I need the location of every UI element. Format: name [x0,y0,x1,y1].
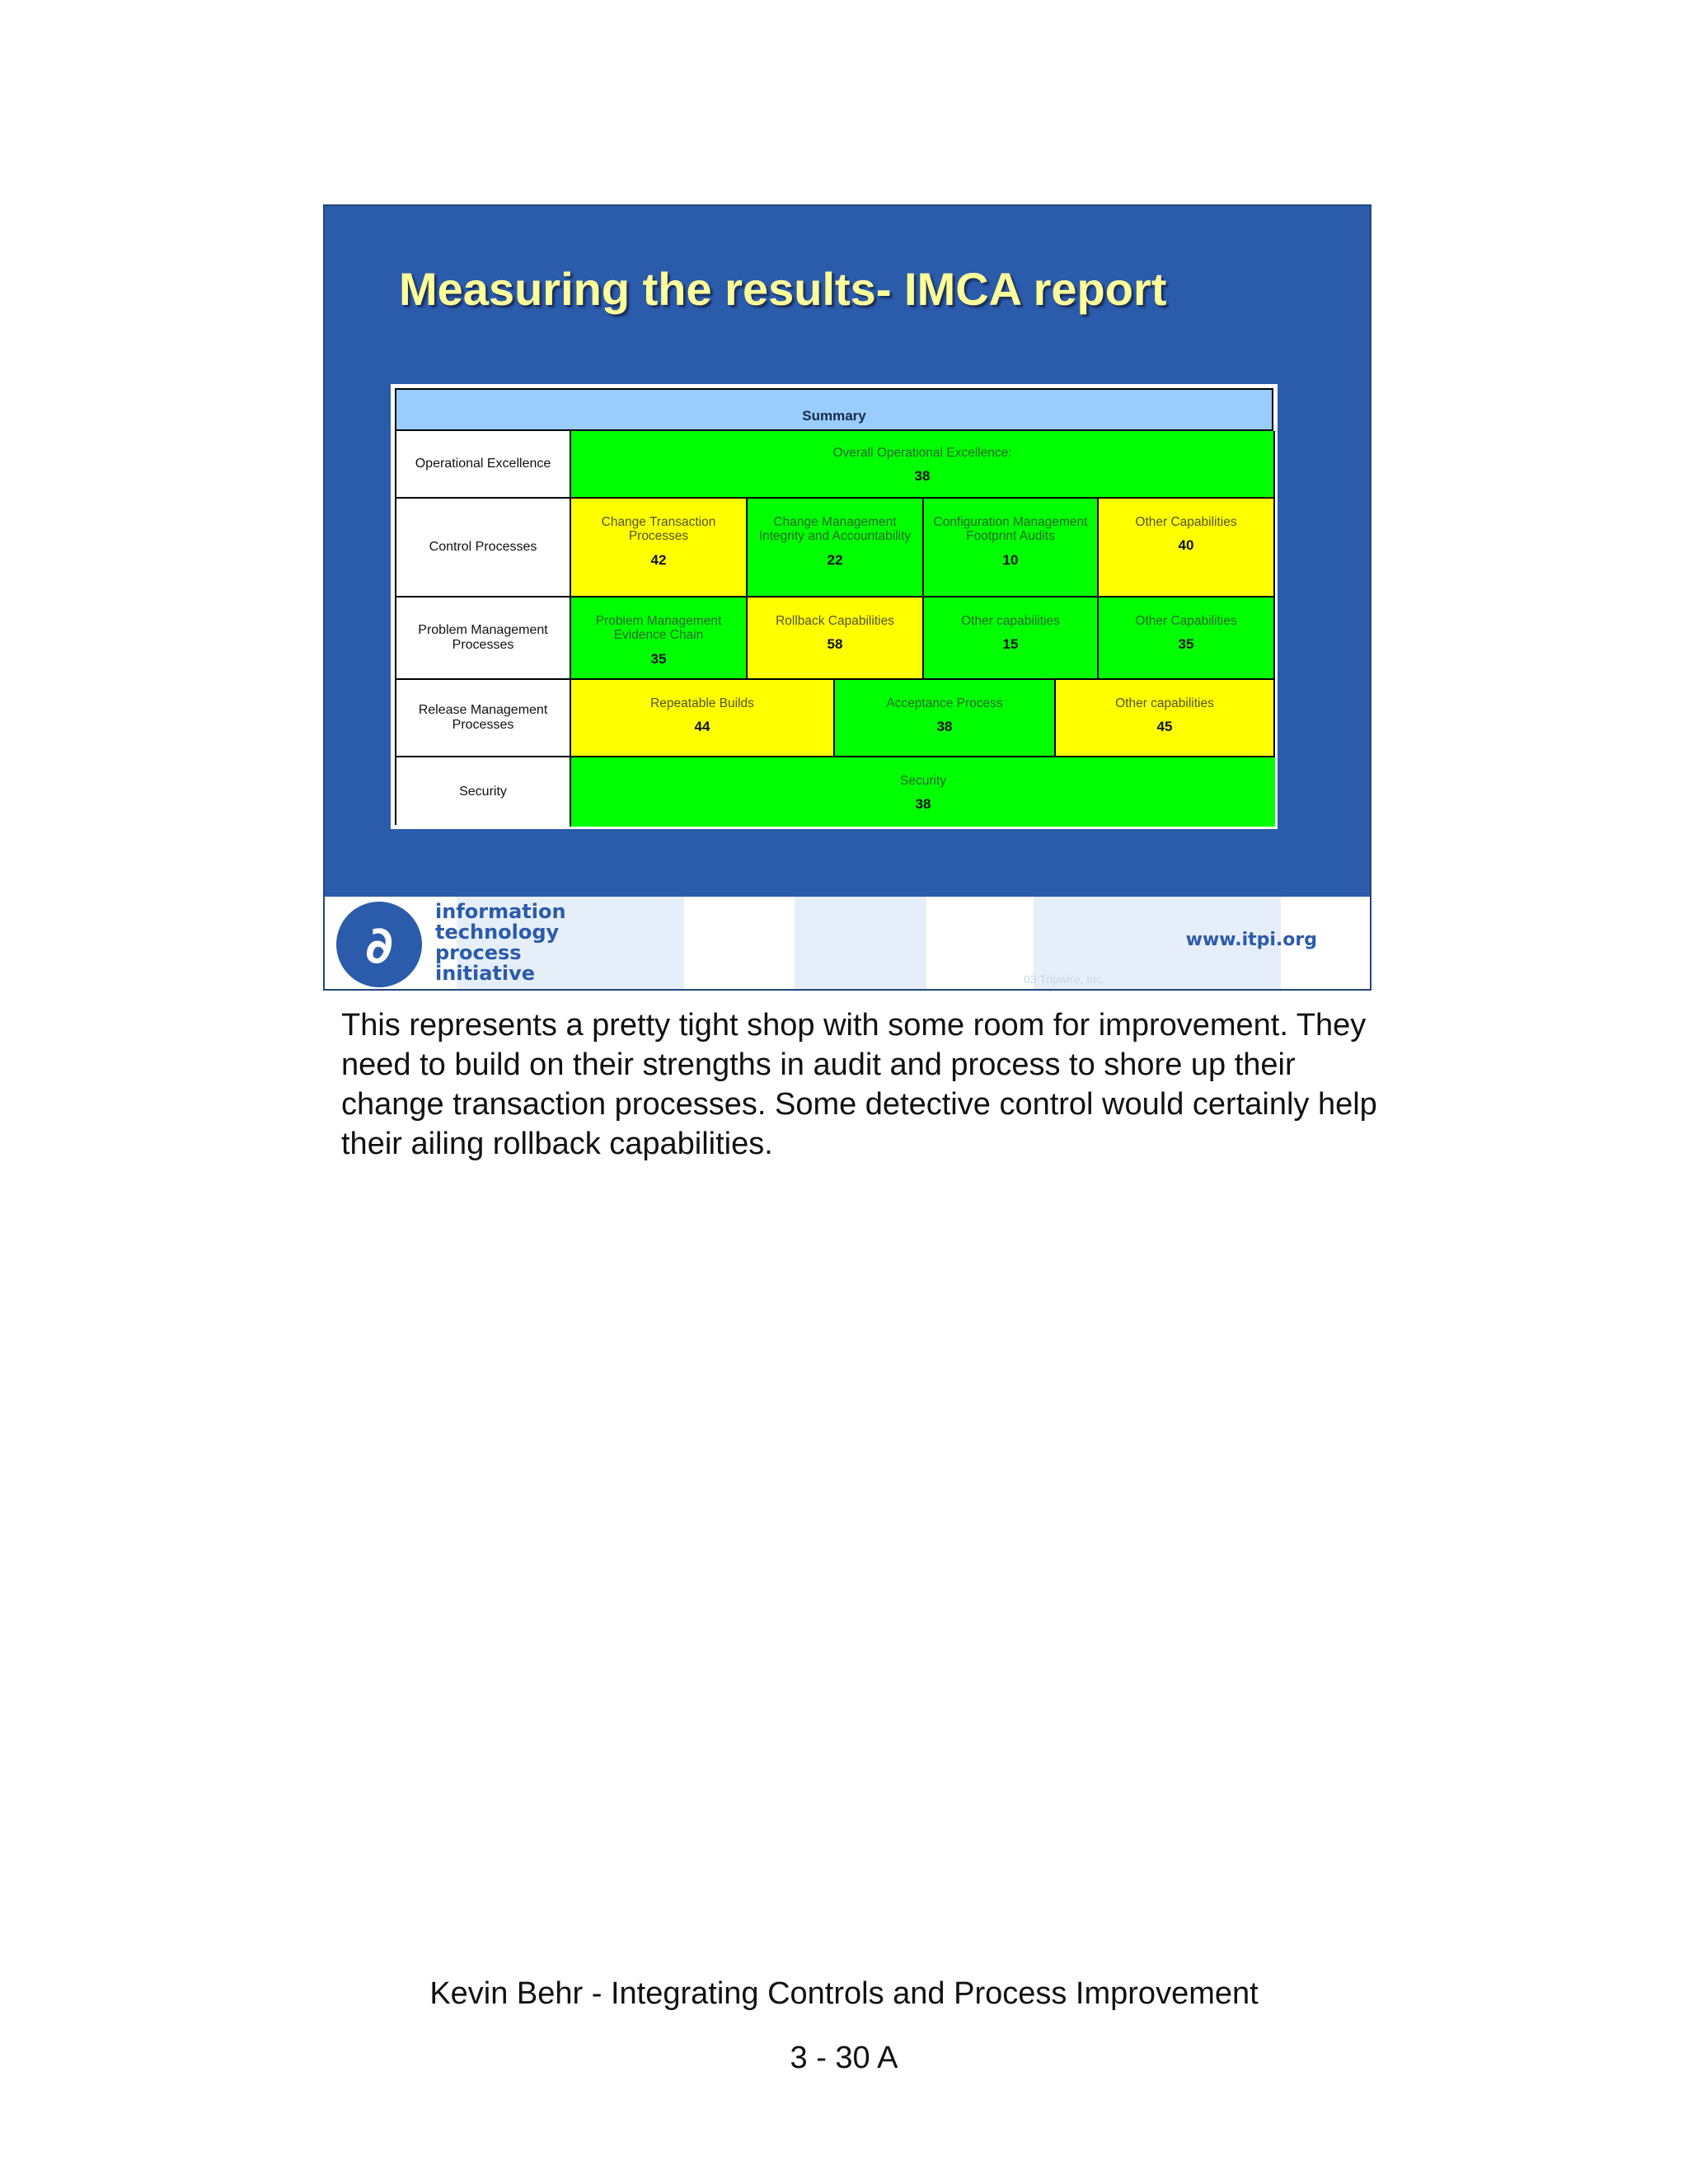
cell-value: 10 [1002,551,1019,568]
cell-label: Configuration Management Footprint Audits [933,515,1088,544]
cell-value: 22 [827,551,843,568]
logo-line: process [435,941,522,964]
logo-line: information [435,900,566,923]
cell-value: 38 [914,468,931,485]
cell-control-other-capabilities [1099,499,1275,598]
summary-header: Summary [396,390,1272,431]
cell-label: Acceptance Process [886,696,1003,710]
cell-value: 58 [827,636,843,653]
decorative-stripe [795,897,926,991]
cell-label: Change Management Integrity and Accountability [758,515,912,544]
footer-title: Kevin Behr - Integrating Controls and Process Improvement [429,1976,1259,2011]
cell-label: Other Capabilities [1135,515,1237,529]
cell-value: 35 [650,650,667,667]
slide-title: Measuring the results- IMCA report [399,263,1167,315]
cell-value: 44 [694,719,710,735]
cell-label: Other Capabilities [1135,614,1237,628]
cell-value: 45 [1156,719,1173,735]
row-label-problem-management: Problem Management Processes [396,598,571,680]
cell-problem-other-capabilities-1 [924,598,1099,680]
cell-problem-management-evidence-chain [571,598,748,680]
itpi-logo-icon [336,902,422,987]
cell-change-transaction-processes [571,499,748,598]
cell-change-management-integrity [748,499,924,598]
cell-overall-operational-excellence [571,431,1275,499]
row-label-operational-excellence: Operational Excellence [396,431,571,499]
cell-value: 38 [915,796,931,813]
speaker-notes: This represents a pretty tight shop with some room for improvement. They need to build on their strengths in audit and process to shore up their change transaction processes. Some detective control would certainly help their ailing rollback capabilities. [341,1008,1377,1161]
logo-line: technology [435,921,560,944]
copyright-text: 03 Tripwire, Inc. [1024,972,1105,986]
site-url-link[interactable]: www.itpi.org [1185,930,1317,950]
cell-rollback-capabilities [748,598,924,680]
slide [323,204,1372,991]
row-label-release-management: Release Management Processes [396,680,571,757]
cell-label: Other capabilities [961,614,1060,628]
slide-footer-band [325,897,1370,991]
cell-value: 15 [1002,636,1019,653]
page-number: 3 - 30 A [790,2041,898,2075]
cell-value: 42 [650,551,667,568]
imca-report-table [391,384,1278,829]
cell-configuration-management-audits [924,499,1099,598]
cell-label: Overall Operational Excellence: [832,446,1012,460]
cell-label: Repeatable Builds [650,696,754,710]
row-label-control-processes: Control Processes [396,499,571,598]
cell-value: 38 [936,719,953,735]
cell-label: Security [900,774,946,788]
cell-repeatable-builds [571,680,835,757]
imca-grid [395,388,1273,825]
cell-label: Problem Management Evidence Chain [595,614,722,643]
cell-problem-other-capabilities-2 [1099,598,1275,680]
itpi-logo-text [435,902,566,984]
cell-label: Change Transaction Processes [601,515,716,544]
logo-line: initiative [435,962,536,985]
cell-acceptance-process [835,680,1056,757]
cell-label: Rollback Capabilities [776,614,894,628]
cell-release-other-capabilities [1056,680,1275,757]
cell-value: 40 [1178,537,1194,554]
cell-value: 35 [1178,636,1194,653]
row-label-security: Security [396,757,571,827]
cell-label: Other capabilities [1115,696,1214,710]
itpi-logo-glyph: ∂ [365,914,393,975]
cell-security [571,757,1275,827]
